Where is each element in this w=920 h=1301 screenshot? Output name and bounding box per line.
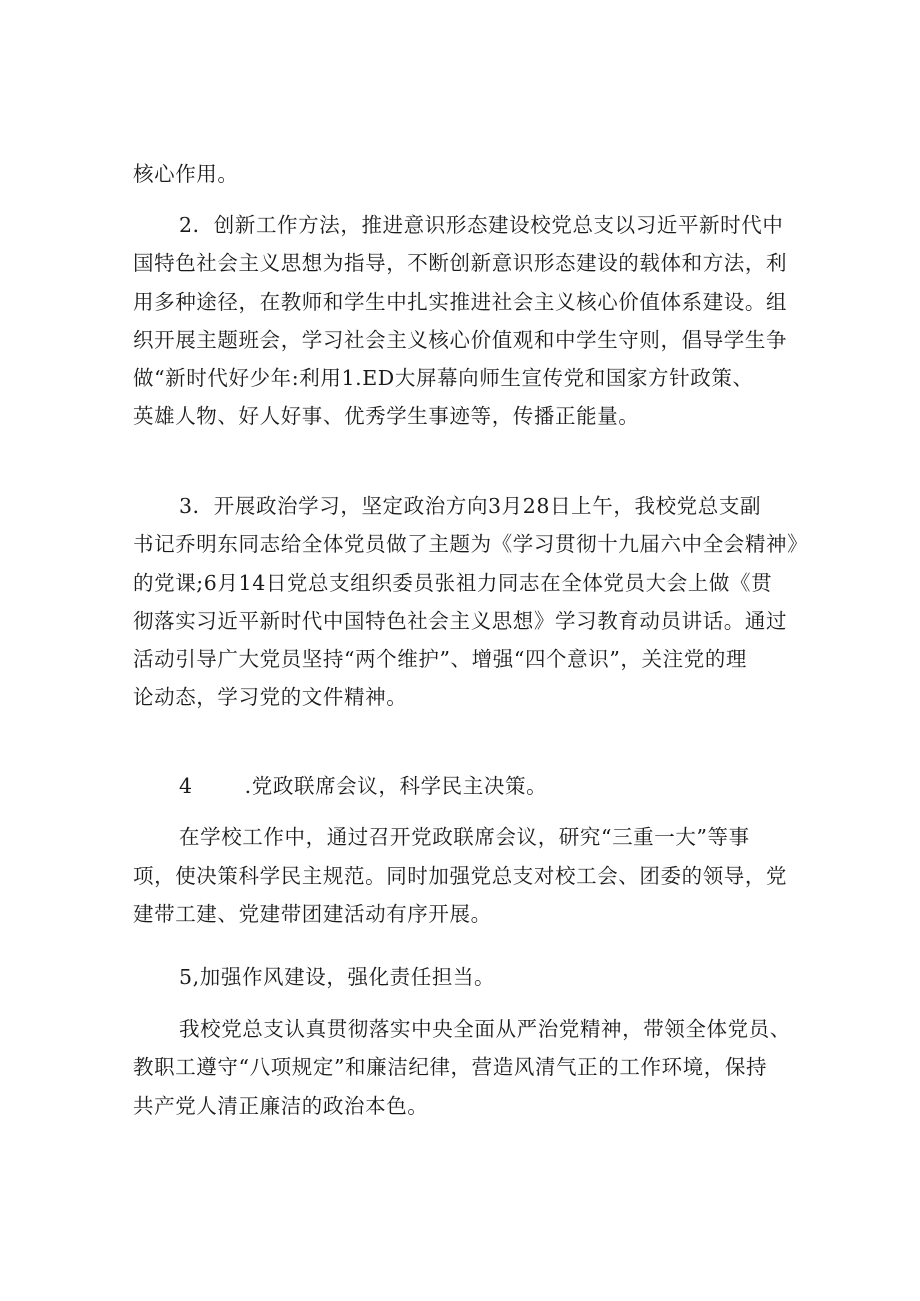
text-line: 活动引导广大党员坚持“两个维护”、增强“四个意识”，关注党的理 xyxy=(133,647,748,672)
text-line: 5,加强作风建设，强化责任担当。 xyxy=(179,965,496,989)
text-line: 2．创新工作方法，推进意识形态建设校党总支以习近平新时代中 xyxy=(179,213,784,237)
text-line: 教职工遵守“八项规定”和廉洁纪律，营造风清气正的工作环境，保持 xyxy=(133,1055,768,1080)
paragraph-item-5-body xyxy=(133,1010,793,1125)
paragraph-item-5-heading xyxy=(133,958,793,996)
text-line: 用多种途径，在教师和学生中扎实推进社会主义核心价值体系建设。组 xyxy=(133,289,788,314)
text-line: 英雄人物、好人好事、优秀学生事迹等，传播正能量。 xyxy=(133,404,640,429)
text-line: 做“新时代好少年:利用1.ED大屏幕向师生宣传党和国家方针政策、 xyxy=(133,366,754,391)
text-line: 国特色社会主义思想为指导，不断创新意识形态建设的载体和方法，利 xyxy=(133,251,788,276)
text-line: 建带工建、党建带团建活动有序开展。 xyxy=(133,902,492,926)
text-line: 我校党总支认真贯彻落实中央全面从严治党精神，带领全体党员、 xyxy=(179,1017,791,1041)
paragraph-item-4-body xyxy=(133,818,793,934)
text-line: 织开展主题班会，学习社会主义核心价值观和中学生守则，倡导学生争 xyxy=(133,327,788,352)
text-line: 共产党人清正廉洁的政治本色。 xyxy=(133,1093,429,1118)
paragraph-item-3 xyxy=(133,487,809,717)
text-line: 项，使决策科学民主规范。同时加强党总支对校工会、团委的领导，党 xyxy=(133,863,788,888)
item-number: 4 xyxy=(179,774,193,798)
text-line: 3．开展政治学习，坚定政治方向3月28日上午，我校党总支副 xyxy=(179,494,762,518)
text-line: 书记乔明东同志给全体党员做了主题为《学习贯彻十九届六中全会精神》 xyxy=(133,532,809,557)
paragraph-item-2 xyxy=(133,206,793,436)
text-line xyxy=(133,767,793,805)
paragraph-item-4-heading xyxy=(133,767,793,805)
item-heading: .党政联席会议，科学民主决策。 xyxy=(244,774,548,798)
text-line: 彻落实习近平新时代中国特色社会主义思想》学习教育动员讲话。通过 xyxy=(133,608,788,633)
text-line: 核心作用。 xyxy=(133,162,239,186)
text-line: 的党课;6月14日党总支组织委员张祖力同志在全体党员大会上做《贯 xyxy=(133,570,773,595)
text-line: 在学校工作中，通过召开党政联席会议，研究“三重一大”等事 xyxy=(179,825,750,849)
paragraph-continuation xyxy=(133,155,793,193)
text-line: 论动态，学习党的文件精神。 xyxy=(133,685,408,710)
